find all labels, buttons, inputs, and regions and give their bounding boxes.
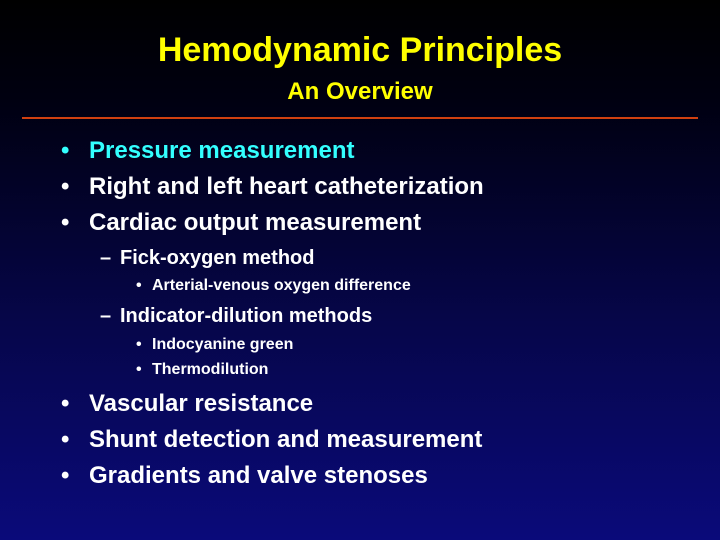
sub-sub-bullet-text: Indocyanine green — [152, 336, 294, 353]
bullet-item — [61, 390, 314, 418]
sub-bullet-text: Indicator-dilution methods — [120, 305, 373, 327]
bullet-text: Pressure measurement — [89, 137, 355, 164]
bullet-text: Cardiac output measurement — [89, 209, 422, 236]
bullet-text: Shunt detection and measurement — [89, 426, 483, 453]
dash-marker: – — [100, 247, 112, 269]
slide-title: Hemodynamic Principles — [157, 31, 563, 69]
bullet-marker: • — [136, 336, 142, 353]
bullet-marker: • — [136, 277, 142, 294]
sub-sub-bullet-item — [136, 335, 294, 355]
bullet-item — [61, 426, 483, 454]
bullet-item — [61, 462, 428, 490]
bullet-marker: • — [61, 426, 70, 453]
sub-sub-bullet-item — [136, 276, 411, 296]
bullet-marker: • — [61, 462, 70, 489]
title-divider — [22, 117, 698, 119]
bullet-marker: • — [61, 209, 70, 236]
bullet-item — [61, 137, 355, 165]
slide-subtitle: An Overview — [287, 78, 433, 105]
bullet-marker: • — [61, 390, 70, 417]
bullet-item — [61, 173, 484, 201]
bullet-marker: • — [61, 173, 70, 200]
sub-bullet-text: Fick-oxygen method — [120, 247, 315, 269]
dash-marker: – — [100, 305, 112, 327]
sub-sub-bullet-text: Arterial-venous oxygen difference — [152, 277, 411, 294]
bullet-text: Gradients and valve stenoses — [89, 462, 428, 489]
sub-bullet-item — [100, 304, 373, 328]
sub-bullet-item — [100, 246, 315, 270]
sub-sub-bullet-text: Thermodilution — [152, 361, 269, 378]
bullet-item — [61, 209, 422, 237]
bullet-text: Right and left heart catheterization — [89, 173, 484, 200]
bullet-text: Vascular resistance — [89, 390, 314, 417]
bullet-marker: • — [61, 137, 70, 164]
bullet-marker: • — [136, 361, 142, 378]
sub-sub-bullet-item — [136, 360, 269, 380]
